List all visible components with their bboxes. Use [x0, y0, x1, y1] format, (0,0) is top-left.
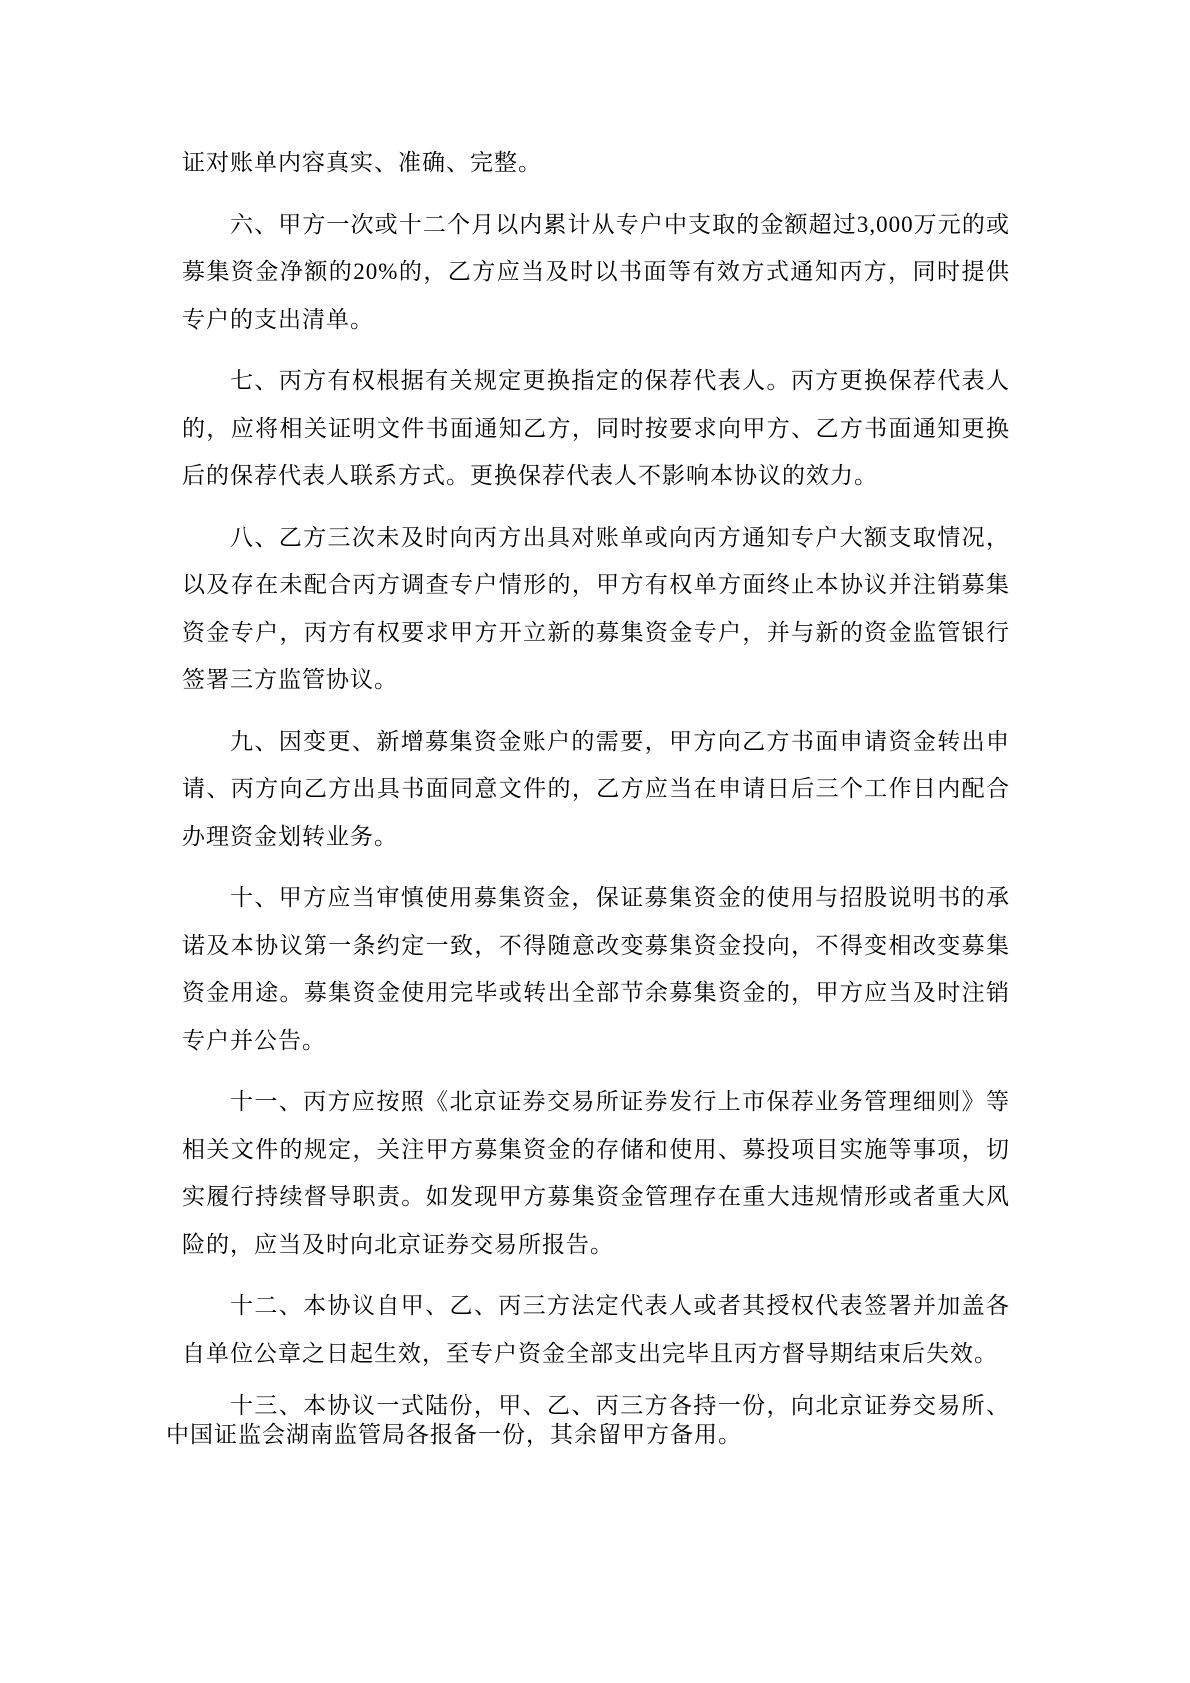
- paragraph-clause-11: 十一、丙方应按照《北京证券交易所证券发行上市保荐业务管理细则》等相关文件的规定，关注甲方募集资金的存储和使用、募投项目实施等事项，切实履行持续督导职责。如发现甲方募集资金管理存在重大违规情形或者重大风险的，应当及时向北京证券交易所报告。: [182, 1089, 1010, 1257]
- paragraph-clause-8: 八、乙方三次未及时向丙方出具对账单或向丙方通知专户大额支取情况，以及存在未配合丙方调查专户情形的，甲方有权单方面终止本协议并注销募集资金专户，丙方有权要求甲方开立新的募集资金专户，并与新的资金监管银行签署三方监管协议。: [182, 524, 1010, 692]
- paragraph-clause-13: 十三、本协议一式陆份，甲、乙、丙三方各持一份，向北京证券交易所、中国证监会湖南监管局各报备一份，其余留甲方备用。: [166, 1393, 1010, 1447]
- paragraph-clause-6: 六、甲方一次或十二个月以内累计从专户中支取的金额超过3,000万元的或募集资金净额的20%的，乙方应当及时以书面等有效方式通知丙方，同时提供专户的支出清单。: [182, 211, 1010, 332]
- paragraph-clause-9: 九、因变更、新增募集资金账户的需要，甲方向乙方书面申请资金转出申请、丙方向乙方出具书面同意文件的，乙方应当在申请日后三个工作日内配合办理资金划转业务。: [182, 728, 1010, 849]
- paragraph-clause-10: 十、甲方应当审慎使用募集资金，保证募集资金的使用与招股说明书的承诺及本协议第一条约定一致，不得随意改变募集资金投向，不得变相改变募集资金用途。募集资金使用完毕或转出全部节余募集资金的，甲方应当及时注销专户并公告。: [182, 885, 1010, 1053]
- paragraph-clause-12: 十二、本协议自甲、乙、丙三方法定代表人或者其授权代表签署并加盖各自单位公章之日起生效，至专户资金全部支出完毕且丙方督导期结束后失效。: [182, 1293, 1010, 1366]
- paragraph-clause-7: 七、丙方有权根据有关规定更换指定的保荐代表人。丙方更换保荐代表人的，应将相关证明文件书面通知乙方，同时按要求向甲方、乙方书面通知更换后的保荐代表人联系方式。更换保荐代表人不影响本协议的效力。: [182, 368, 1010, 488]
- paragraph-continuation: 证对账单内容真实、准确、完整。: [182, 150, 542, 175]
